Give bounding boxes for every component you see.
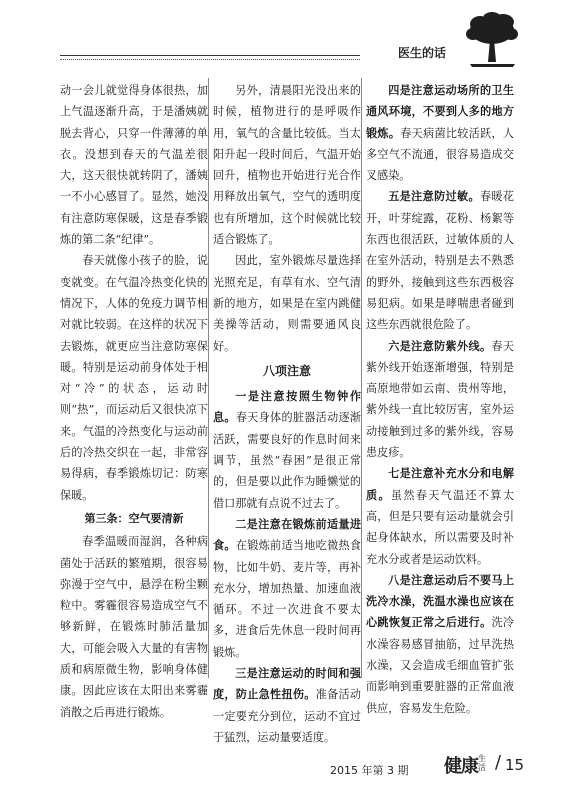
paragraph	[213, 386, 361, 514]
paragraph-lead: 八是注意运动后不要马上洗冷水澡，洗温水澡也应该在心跳恢复正常之后进行。	[366, 573, 514, 630]
paragraph-lead: 五是注意防过敏。	[388, 190, 480, 204]
paragraph-lead: 四是注意运动场所的卫生通风环境，不要到人多的地方锻炼。	[366, 84, 514, 140]
issue-label: 2015 年第 3 期	[330, 764, 409, 777]
column-divider	[208, 78, 209, 678]
column-divider	[361, 78, 362, 678]
article-column-3	[366, 80, 514, 719]
magazine-brand: 健康	[444, 756, 478, 777]
paragraph	[366, 463, 514, 569]
paragraph-text: 动一会儿就觉得身体很热，加上气温逐渐升高，于是潘姨就脱去背心，只穿一件薄薄的单衣。没想到春天的气温差很大，这天很快就转阴了，潘姨一不小心感冒了。显然，她没有注意防寒保暖，这是春季锻炼的第二条“纪律”。	[60, 84, 208, 247]
paragraph-text: 虽然春天气温还不算太高，但是只要有运动量就会引起身体缺水，所以需要及时补充水分或者是运动饮料。	[366, 488, 514, 566]
paragraph-text: 春天身体的脏器活动逐渐活跃，需要良好的作息时间来调节，虽然“春困”是很正常的，但是要以此作为睡懒觉的借口那就有点说不过去了。	[213, 411, 361, 510]
paragraph-text: 春暖花开，叶芽绽露，花粉、杨絮等东西也很活跃，过敏体质的人在室外活动，特别是去不熟悉的野外，接触到这些东西极容易犯病。如果是哮喘患者碰到这些东西就很危险了。	[366, 190, 514, 332]
paragraph-text: 春季温暖而湿润，各种病菌处于活跃的繁殖期，很容易弥漫于空气中，悬浮在粉尘颗粒中。雾霾很容易造成空气不够新鲜，在锻炼时肺活量加大，可能会吸入大量的有害物质和病原微生物，影响身体健康。因此应该在太阳出来雾霾消散之后再进行锻炼。	[60, 535, 208, 719]
paragraph-lead: 三是注意运动的时间和强度，防止急性扭伤。	[213, 667, 361, 702]
magazine-brand-sub: 生活	[478, 754, 486, 772]
paragraph	[366, 186, 514, 335]
footer-slash: /	[495, 752, 502, 773]
paragraph-text: 洗冷水澡容易感冒抽筋，过早洗热水澡，又会造成毛细血管扩张而影响到重要脏器的正常血液供应，容易发生危险。	[366, 616, 514, 715]
paragraph	[213, 80, 361, 250]
paragraph-text: 春天紫外线开始逐渐增强，特别是高原地带如云南、贵州等地，紫外线一直比较厉害，室外运动接触到过多的紫外线，容易患皮疹。	[366, 339, 514, 460]
paragraph	[213, 663, 361, 748]
paragraph-text: 春天就像小孩子的脸，说变就变。在气温冷热变化快的情况下，人体的免疫力调节相对就比较弱。在这样的状况下去锻炼，就更应当注意防寒保暖。特别是运动前身体处于相对“冷”的状态，运动时则“热”，而运动后又很快凉下来。气温的冷热变化与运动前后的冷热交织在一起，非常容易得病，春季锻炼切记：防寒保暖。	[60, 254, 208, 502]
paragraph-text: 春天病菌比较活跃，人多空气不流通，很容易造成交叉感染。	[366, 126, 514, 183]
section-header-title: 医生的话	[398, 46, 447, 60]
paragraph	[213, 250, 361, 356]
page-number: 15	[505, 756, 525, 774]
paragraph	[366, 570, 514, 719]
header-rule	[60, 55, 360, 56]
paragraph-text: 另外，清晨阳光没出来的时候，植物进行的是呼吸作用，氧气的含量比较低。当太阳升起一段时间后，气温开始回升，植物也开始进行光合作用释放出氧气，空气的透明度也有所增加，这个时候就比较适合锻炼了。	[213, 84, 361, 247]
paragraph	[60, 250, 208, 506]
paragraph-lead: 六是注意防紫外线。	[388, 339, 492, 353]
paragraph	[60, 531, 208, 723]
header-dotted-rule	[60, 59, 360, 60]
paragraph-lead: 七是注意补充水分和电解质。	[366, 467, 514, 502]
article-column-1	[60, 80, 208, 723]
paragraph	[366, 336, 514, 464]
paragraph-text: 准备活动一定要充分到位，运动不宜过于猛烈，运动量要适度。	[213, 688, 361, 744]
paragraph-text: 在锻炼前适当地吃微热食物，比如牛奶、麦片等，再补充水分，增加热量、加速血液循环。不过一次进食不要太多，进食后先休息一段时间再锻炼。	[213, 539, 361, 659]
paragraph	[213, 514, 361, 663]
paragraph	[366, 80, 514, 186]
section-title: 八项注意	[262, 363, 311, 378]
article-column-2	[213, 80, 361, 748]
subsection-heading: 第三条：空气要清新	[84, 511, 184, 525]
tree-logo-icon	[465, 10, 520, 70]
paragraph-lead: 一是注意按照生物钟作息。	[213, 390, 361, 425]
paragraph-lead: 二是注意在锻炼前适量进食。	[213, 517, 361, 553]
paragraph	[60, 80, 208, 250]
paragraph-text: 因此，室外锻炼尽量选择光照充足，有草有水、空气清新的地方，如果是在室内跳健美操等活动，则需要通风良好。	[213, 254, 361, 353]
